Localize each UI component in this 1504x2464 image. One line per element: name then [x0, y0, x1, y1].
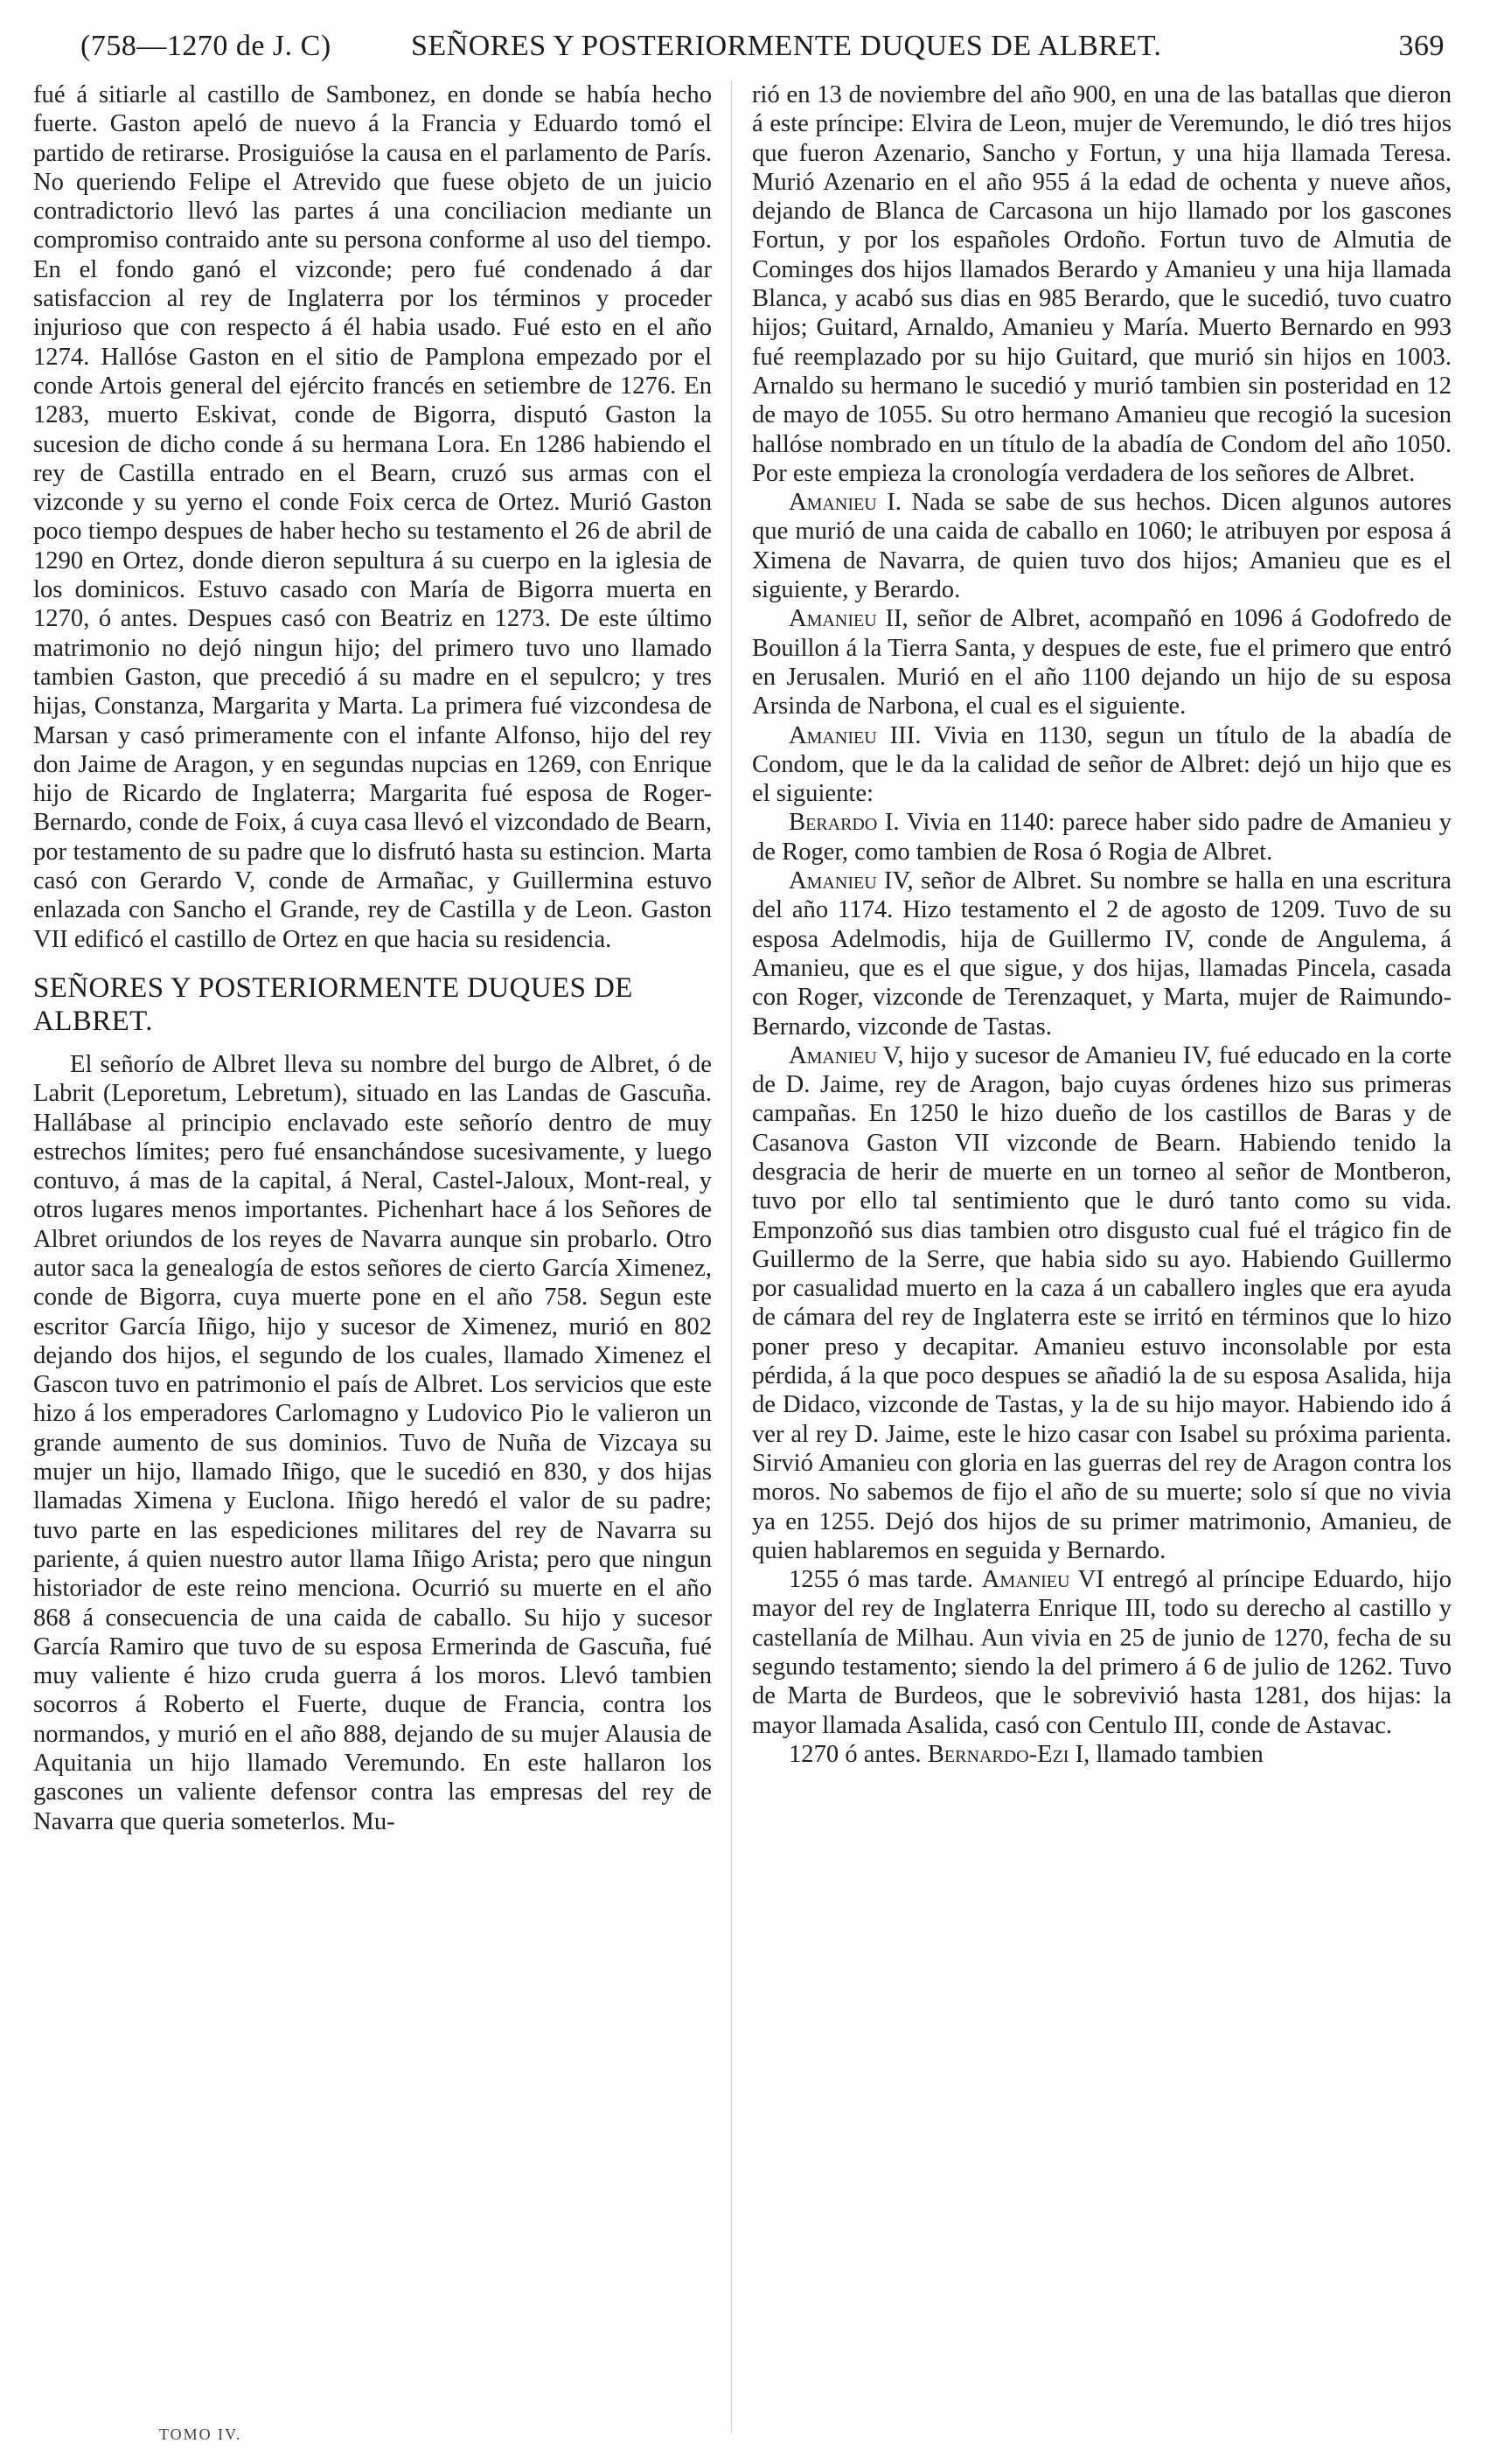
left-paragraph-2: El señorío de Albret lleva su nombre del burgo de Albret, ó de Labrit (Leporetum, Lebretum), situado en las Landas de Gascuña. Hallábase al principio enclavado este señorío dentro de muy estrechos límites; pero fué ensanchándose sucesivamente, y luego contuvo, á mas de la capital, á Neral, Castel-Jaloux, Mont-real, y otros lugares menos importantes. Pichenhart hace á los Señores de Albret oriundos de los reyes de Navarra aunque sin probarlo. Otro autor saca la genealogía de estos señores de cierto García Ximenez, conde de Bigorra, cuya muerte pone en el año 758. Segun este escritor García Iñigo, hijo y sucesor de Ximenez, murió en 802 dejando dos hijos, el segundo de los cuales, llamado Ximenez el Gascon tuvo en patrimonio el país de Albret. Los servicios que este hizo á los emperadores Carlomagno y Ludovico Pio le valieron un grande aumento de sus dominios. Tuvo de Nuña de Vizcaya su mujer un hijo, llamado Iñigo, que le sucedió en 830, y dos hijas llamadas Ximena y Euclona. Iñigo heredó el valor de su padre; tuvo parte en las espediciones militares del rey de Navarra su pariente, á quien nuestro autor llama Iñigo Arista; pero que ningun historiador de este reino menciona. Ocurrió su muerte en el año 868 á consecuencia de una caida de caballo. Su hijo y sucesor García Ramiro que tuvo de su esposa Ermerinda de Gascuña, fué muy valiente é hizo cruda guerra á los moros. Llevó tambien socorros á Roberto el Fuerte, duque de Francia, contra los normandos, y murió en el año 888, dejando de su mujer Alausia de Aquitania un hijo llamado Veremundo. En este hallaron los gascones un valiente defensor contra las empresas del rey de Navarra que queria someterlos. Mu- [33, 1050, 712, 1835]
entry-text: señor de Albret. Su nombre se halla en una escritura del año 1174. Hizo testamento el 2 de agosto de 1209. Tuvo de su esposa Adelmodis, hija de Guillermo IV, conde de Angulema, á Amanieu, que es el que sigue, y dos hijas, llamadas Pincela, casada con Roger, vizconde de Terenzaquet, y Marta, mujer de Raimundo-Bernardo, vizconde de Tastas. [752, 867, 1452, 1041]
entry-name: Amanieu VI [981, 1566, 1104, 1594]
entry-amanieu-3 [752, 721, 1452, 809]
header-title: SEÑORES Y POSTERIORMENTE DUQUES DE ALBRET. [411, 30, 1162, 62]
entry-text: Vivia en 1140: parece haber sido padre de Amanieu y de Roger, como tambien de Rosa ó Rogia de Albret. [752, 809, 1452, 866]
entry-text: entregó al príncipe Eduardo, hijo mayor del rey de Inglaterra Enrique III, todo su derecho al castillo y castellanía de Milhau. Aun vivia en 25 de junio de 1270, fecha de su segundo testamento; siendo la del primero á 6 de julio de 1262. Tuvo de Marta de Burdeos, que le sobrevivió hasta 1281, dos hijas: la mayor llamada Asalida, casó con Centulo III, conde de Astavac. [752, 1566, 1452, 1739]
entry-name: Amanieu II, [789, 605, 909, 633]
section-heading: SEÑORES Y POSTERIORMENTE DUQUES DE ALBRET. [33, 971, 633, 1037]
column-divider [731, 80, 732, 2433]
entry-date: 1270 ó antes. [789, 1740, 922, 1768]
volume-signature: TOMO IV. [159, 2426, 242, 2443]
page-number: 369 [1398, 30, 1445, 62]
entry-text: Vivia en 1130, segun un título de la abadía de Condom, que le da la calidad de señor de Albret: dejó un hijo que es el siguiente: [752, 721, 1452, 808]
header-date-range: (758—1270 de J. C) [80, 30, 331, 62]
right-paragraph-1: rió en 13 de noviembre del año 900, en una de las batallas que dieron á este príncipe: Elvira de Leon, mujer de Veremundo, le dió tres hijos que fueron Azenario, Sancho y Fortun, y una hija llamada Teresa. Murió Azenario en el año 955 á la edad de ochenta y nueve años, dejando de Blanca de Carcasona un hijo llamado por los gascones Fortun, y por los españoles Ordoño. Fortun tuvo de Almutia de Cominges dos hijos llamados Berardo y Amanieu y una hija llamada Blanca, y acabó sus dias en 985 Berardo, que le sucedió, tuvo cuatro hijos; Guitard, Arnaldo, Amanieu y María. Muerto Bernardo en 993 fué reemplazado por su hijo Guitard, que murió sin hijos en 1003. Arnaldo su hermano le sucedió y murió tambien sin posteridad en 12 de mayo de 1055. Su otro hermano Amanieu que recogió la sucesion hallóse nombrado en un título de la abadía de Condom del año 1050. Por este empieza la cronología verdadera de los señores de Albret. [752, 81, 1452, 487]
entry-amanieu-1 [752, 488, 1452, 604]
entry-name: Amanieu III. [789, 721, 922, 749]
left-column [33, 80, 712, 1836]
entry-date: 1255 ó mas tarde. [789, 1566, 974, 1594]
entry-name: Amanieu I. [789, 489, 902, 517]
entry-amanieu-4 [752, 867, 1452, 1041]
entry-amanieu-2 [752, 604, 1452, 720]
entry-berardo-1 [752, 808, 1452, 867]
entry-name: Bernardo-Ezi I, [927, 1740, 1090, 1768]
entry-text: llamado tambien [1096, 1740, 1264, 1768]
entry-text: hijo y sucesor de Amanieu IV, fué educado en la corte de D. Jaime, rey de Aragon, bajo cuyas órdenes hizo sus primeras campañas. En 1250 le hizo dueño de los castillos de Baras y de Casanova Gaston VII vizconde de Bearn. Habiendo tenido la desgracia de herir de muerte en un torneo al señor de Montberon, tuvo por ello tal sentimiento que le duró tanto como su vida. Emponzoñó sus dias tambien otro disgusto cual fué el trágico fin de Guillermo de la Serre, que habia sido su ayo. Habiendo Guillermo por casualidad muerto en la caza á un caballero ingles que era ayuda de cámara del rey de Inglaterra este se irritó en términos que lo hizo poner preso y decapitar. Amanieu estuvo inconsolable por esta pérdida, á la que poco despues se añadió la de su esposa Asalida, hija de Didaco, vizconde de Tastas, y la de su hijo mayor. Habiendo ido á ver al rey D. Jaime, este le hizo casar con Isabel su próxima parienta. Sirvió Amanieu con gloria en las guerras del rey de Aragon contra los moros. No sabemos de fijo el año de su muerte; solo sí que no vivia ya en 1255. Dejó dos hijos de su primer matrimonio, Amanieu, de quien hablaremos en seguida y Bernardo. [752, 1041, 1452, 1564]
entry-name: Berardo I. [789, 809, 900, 837]
entry-name: Amanieu V, [789, 1041, 904, 1069]
entry-text: Nada se sabe de sus hechos. Dicen algunos autores que murió de una caida de caballo en 1060; le atribuyen por esposa á Ximena de Navarra, de quien tuvo dos hijos; Amanieu que es el siguiente, y Berardo. [752, 489, 1452, 604]
entry-name: Amanieu IV, [789, 867, 914, 895]
running-header [80, 30, 1445, 79]
entry-bernardo-ezi-1 [752, 1740, 1452, 1769]
entry-amanieu-6 [752, 1565, 1452, 1740]
right-column [752, 80, 1452, 1769]
entry-amanieu-5 [752, 1041, 1452, 1565]
entry-text: señor de Albret, acompañó en 1096 á Godofredo de Bouillon á la Tierra Santa, y despues de este, fue el primero que entró en Jerusalen. Murió en el año 1100 dejando un hijo de su esposa Arsinda de Narbona, el cual es el siguiente. [752, 605, 1452, 720]
left-paragraph-1: fué á sitiarle al castillo de Sambonez, en donde se había hecho fuerte. Gaston apeló de nuevo á la Francia y Eduardo tomó el partido de retirarse. Prosiguióse la causa en el parlamento de París. No queriendo Felipe el Atrevido que fuese objeto de un juicio contradictorio llevó las partes á una conciliacion mediante un compromiso contraido ante su persona conforme al uso del tiempo. En el fondo ganó el vizconde; pero fué condenado á dar satisfaccion al rey de Inglaterra por los términos y proceder injurioso que con respecto á él habia usado. Fué esto en el año 1274. Hallóse Gaston en el sitio de Pamplona empezado por el conde Artois general del ejército francés en setiembre de 1276. En 1283, muerto Eskivat, conde de Bigorra, disputó Gaston la sucesion de dicho conde á su hermana Lora. En 1286 habiendo el rey de Castilla entrado en el Bearn, cruzó sus armas con el vizconde y su yerno el conde Foix cerca de Ortez. Murió Gaston poco tiempo despues de haber hecho su testamento el 26 de abril de 1290 en Ortez, donde dieron sepultura á su cuerpo en la iglesia de los dominicos. Estuvo casado con María de Bigorra muerta en 1270, ó antes. Despues casó con Beatriz en 1273. De este último matrimonio no dejó ningun hijo; del primero tuvo uno llamado tambien Gaston, que precedió á su madre en el sepulcro; y tres hijas, Constanza, Margarita y Marta. La primera fué vizcondesa de Marsan y casó primeramente con el infante Alfonso, hijo del rey don Jaime de Aragon, y en segundas nupcias en 1269, con Enrique hijo de Ricardo de Inglaterra; Margarita fué esposa de Roger-Bernardo, conde de Foix, á cuya casa llevó el vizcondado de Bearn, por testamento de su padre que lo disfrutó hasta su estincion. Marta casó con Gerardo V, conde de Armañac, y Guillermina estuvo enlazada con Sancho el Grande, rey de Castilla y de Leon. Gaston VII edificó el castillo de Ortez en que hacia su residencia. [33, 81, 712, 953]
